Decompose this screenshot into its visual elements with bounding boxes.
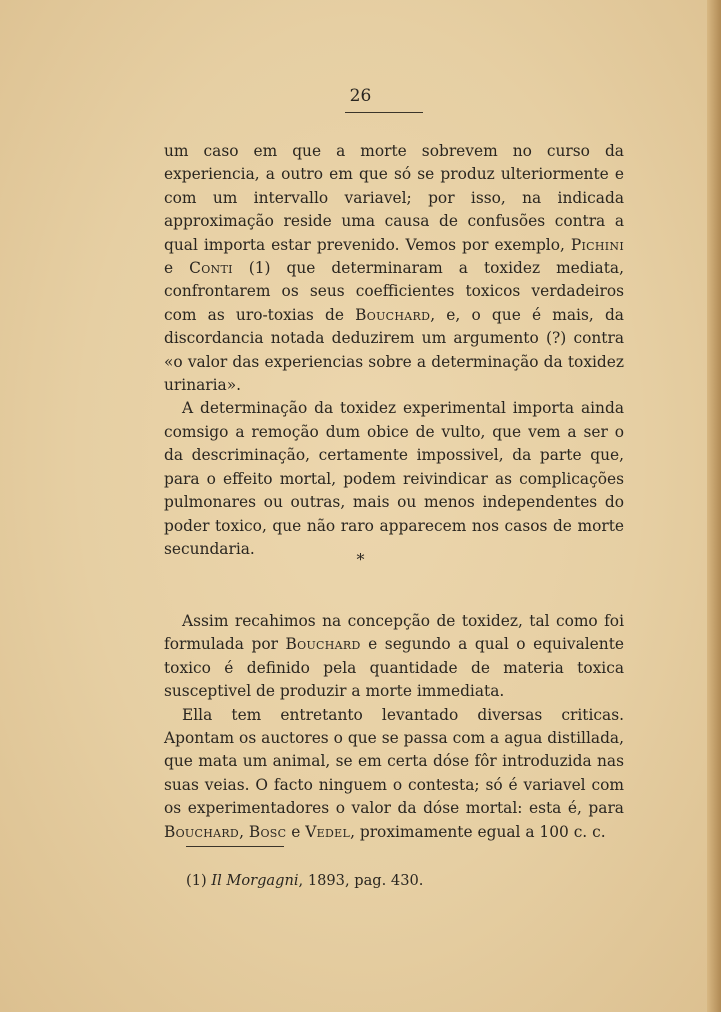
text-run: , (239, 822, 249, 841)
page-number: 26 (349, 86, 372, 106)
paragraph-4 (164, 704, 624, 844)
author-name: Pichini (570, 235, 624, 254)
author-name: Vedel (305, 822, 351, 841)
page-number-rule (345, 112, 423, 113)
text-block-bottom (164, 610, 624, 844)
footnote-marker: (1) (186, 872, 212, 889)
text-run: (1) que determinaram a toxidez mediata, confrontarem os seus coefficientes toxicos verdadeiros com as uro-toxias de (164, 259, 624, 324)
author-name: Bosc (248, 822, 287, 841)
author-name: Bouchard (285, 635, 361, 654)
paragraph-1 (164, 140, 624, 397)
paragraph-3 (164, 610, 624, 704)
footnote-title: Il Morgagni (211, 872, 299, 889)
text-run: e (286, 822, 306, 841)
footnote-rule (186, 846, 284, 847)
paragraph-2: A determinação da toxidez experimental importa ainda comsigo a remoção dum obice de vulto, que vem a ser o da descriminação, certamente impossivel, da parte que, para o effeito mortal, podem reivindicar as complicações pulmonares ou outras, mais ou menos independentes do poder toxico, que não raro apparecem nos casos de morte secundaria. (164, 399, 624, 558)
text-run: um caso em que a morte sobrevem no curso da experiencia, a outro em que só se produz ulteriormente e com um intervallo variavel; por isso, na indicada approximação reside uma causa de confusões contra a qual importa estar prevenido. Vemos por exemplo, (164, 142, 624, 254)
footnote (186, 872, 423, 889)
text-run: Ella tem entretanto levantado diversas criticas. Apontam os auctores o que se passa com a agua distillada, que mata um animal, se em certa dóse fôr introduzida nas suas veias. O facto ninguem o contesta; só é variavel com os experimentadores o valor da dóse mortal: esta é, para (164, 705, 624, 818)
page-edge (707, 0, 721, 1012)
author-name: Bouchard (164, 822, 240, 841)
footnote-reference: , 1893, pag. 430. (298, 872, 424, 889)
text-run: e (164, 259, 190, 278)
author-name: Conti (189, 259, 233, 278)
text-run: e segundo a qual o equivalente toxico é definido pela quantidade de materia toxica susceptivel de produzir a morte immediata. (164, 635, 624, 701)
section-separator: * (356, 550, 365, 569)
text-run: , proximamente egual a 100 c. c. (350, 822, 606, 841)
text-block-top (164, 140, 624, 561)
text-run: Assim recahimos na concepção de toxidez, tal como foi formulada por (164, 612, 624, 654)
text-run: , e, o que é mais, da discordancia notada deduzirem um argumento (?) contra «o valor das experiencias sobre a determinação da toxidez urinaria». (164, 305, 624, 395)
author-name: Bouchard (355, 305, 431, 324)
